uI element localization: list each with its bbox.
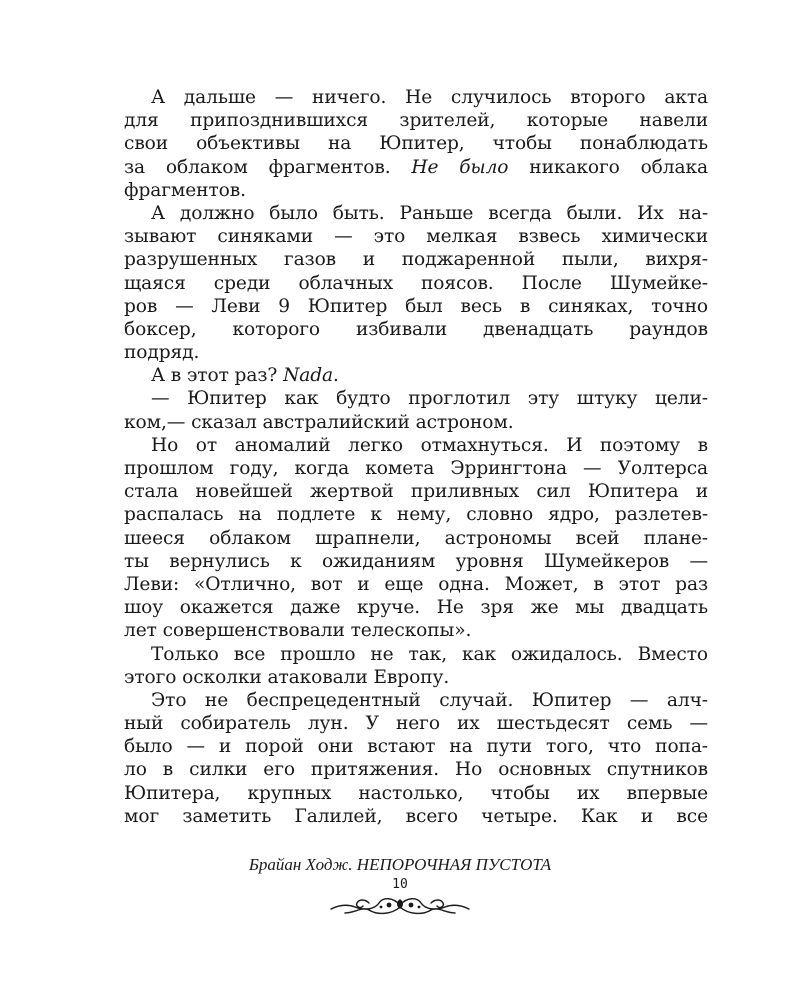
text-line: [124, 457, 708, 480]
text-line: [124, 782, 708, 805]
text-line: [124, 596, 708, 619]
text-run: шоу окажется даже круче. Не зря же мы двадцать: [124, 597, 708, 619]
text-line: [124, 480, 708, 503]
text-run: — Юпитер как будто проглотил эту штуку цели-: [151, 388, 708, 410]
text-run: стала новейшей жертвой приливных сил Юпитера и: [124, 481, 708, 503]
text-line: [124, 805, 708, 828]
text-run: разрушенных газов и поджаренной пыли, вихря-: [124, 249, 708, 271]
text-line: [124, 527, 708, 550]
text-run: Но от аномалий легко отмахнуться. И поэтому в: [151, 434, 708, 456]
text-run: за облаком фрагментов.: [124, 156, 412, 178]
text-line: [124, 387, 708, 410]
text-line: [124, 666, 708, 689]
text-line: [124, 248, 708, 271]
text-run: шееся облаком шрапнели, астрономы всей плане-: [124, 527, 708, 549]
text-line: [124, 411, 708, 434]
text-run: щаяся среди облачных поясов. После Шумейке-: [124, 272, 708, 294]
text-line: [124, 503, 708, 526]
emphasis-text: Не было: [411, 156, 509, 178]
text-line: [124, 132, 708, 155]
text-run: свои объективы на Юпитер, чтобы понаблюдать: [124, 133, 708, 155]
text-line: [124, 643, 708, 666]
text-run: Это не беспрецедентный случай. Юпитер — алч-: [151, 689, 708, 711]
text-run: зывают синяками — это мелкая взвесь химически: [124, 226, 708, 248]
text-line: [124, 712, 708, 735]
text-run: лет совершенствовали телескопы».: [124, 620, 472, 642]
page-footer: [0, 855, 800, 921]
text-run: Юпитера, крупных настолько, чтобы их впервые: [124, 782, 708, 804]
text-run: этого осколки атаковали Европу.: [124, 666, 450, 688]
text-run: мог заметить Галилей, всего четыре. Как и все: [124, 805, 708, 827]
text-line: [124, 156, 708, 179]
text-line: [124, 735, 708, 758]
text-line: [124, 86, 708, 109]
text-line: [124, 225, 708, 248]
text-line: [124, 179, 708, 202]
emphasis-text: Nada: [283, 365, 334, 387]
page-number: 10: [392, 877, 408, 892]
text-column: [124, 86, 708, 828]
text-run: .: [333, 365, 339, 387]
text-run: прошлом году, когда комета Эррингтона — Уолтерса: [124, 458, 708, 479]
text-run: для припозднившихся зрителей, которые навели: [124, 110, 708, 132]
text-run: ров — Леви 9 Юпитер был весь в синяках, точно: [124, 295, 708, 317]
running-title: Брайан Ходж. НЕПОРОЧНАЯ ПУСТОТА: [248, 855, 552, 874]
text-line: [124, 295, 708, 318]
text-run: А должно было быть. Раньше всегда были. Их на-: [151, 202, 708, 224]
text-run: распалась на подлете к нему, словно ядро, разлетев-: [124, 504, 708, 526]
text-run: никакого облака: [508, 156, 708, 178]
text-run: ный собиратель лун. У него их шестьдесят семь —: [124, 713, 708, 735]
text-line: [124, 550, 708, 573]
text-run: ло в силки его притяжения. Но основных спутников: [124, 759, 708, 781]
text-line: [124, 619, 708, 642]
text-run: Леви: «Отлично, вот и еще одна. Может, в этот раз: [124, 573, 708, 595]
text-line: [124, 202, 708, 225]
text-line: [124, 364, 708, 387]
text-line: [124, 689, 708, 712]
text-run: А дальше — ничего. Не случилось второго акта: [151, 87, 708, 108]
text-line: [124, 758, 708, 781]
text-run: подряд.: [124, 342, 200, 364]
text-run: Только все прошло не так, как ожидалось. Вместо: [151, 643, 708, 665]
text-line: [124, 318, 708, 341]
text-line: [124, 434, 708, 457]
text-line: [124, 573, 708, 596]
text-run: А в этот раз?: [151, 365, 284, 387]
text-run: боксер, которого избивали двенадцать раундов: [124, 318, 708, 340]
text-run: ком,— сказал австралийский астроном.: [124, 411, 514, 433]
text-line: [124, 109, 708, 132]
text-run: ты вернулись к ожиданиям уровня Шумейкеров —: [124, 550, 708, 572]
text-line: [124, 272, 708, 295]
text-run: фрагментов.: [124, 179, 246, 201]
text-run: было — и порой они встают на пути того, что попа-: [124, 736, 708, 758]
flourish-ornament-icon: [325, 893, 475, 921]
text-line: [124, 341, 708, 364]
